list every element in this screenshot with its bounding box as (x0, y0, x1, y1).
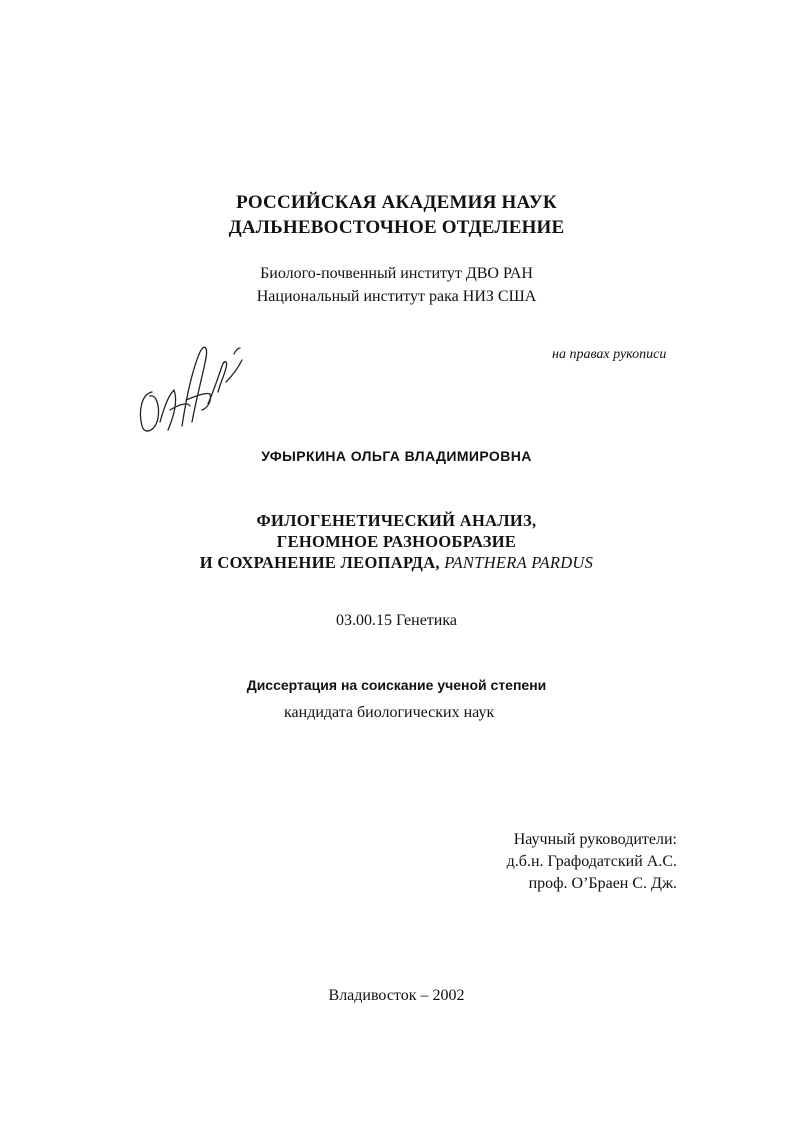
city-year: Владивосток – 2002 (328, 987, 465, 1004)
institute-2: Национальный институт рака НИЗ США (256, 288, 537, 305)
advisor-1: д.б.н. Графодатский А.С. (506, 853, 677, 870)
org-name: РОССИЙСКАЯ АКАДЕМИЯ НАУК (236, 192, 557, 213)
species-name: PANTHERA PARDUS (444, 553, 594, 572)
author-name: УФЫРКИНА ОЛЬГА ВЛАДИМИРОВНА (261, 448, 532, 464)
thesis-title-line3-prefix: И СОХРАНЕНИЕ ЛЕОПАРДА, (199, 553, 440, 572)
degree-line1: Диссертация на соискание ученой степени (246, 677, 547, 693)
org-division: ДАЛЬНЕВОСТОЧНОЕ ОТДЕЛЕНИЕ (228, 217, 565, 238)
advisor-2: проф. О’Браен С. Дж. (528, 875, 677, 892)
thesis-title-line1: ФИЛОГЕНЕТИЧЕСКИЙ АНАЛИЗ, (256, 511, 537, 530)
advisors-block (507, 829, 677, 895)
signature (130, 330, 250, 440)
specialty-code: 03.00.15 Генетика (336, 612, 457, 629)
institute-1: Биолого-почвенный институт ДВО РАН (260, 265, 533, 282)
thesis-title-line3 (0, 552, 793, 574)
thesis-title-line2: ГЕНОМНОЕ РАЗНООБРАЗИЕ (276, 532, 517, 551)
rights-note: на правах рукописи (552, 347, 667, 362)
advisors-heading: Научный руководители: (513, 831, 677, 848)
degree-line2: кандидата биологических наук (284, 704, 495, 721)
